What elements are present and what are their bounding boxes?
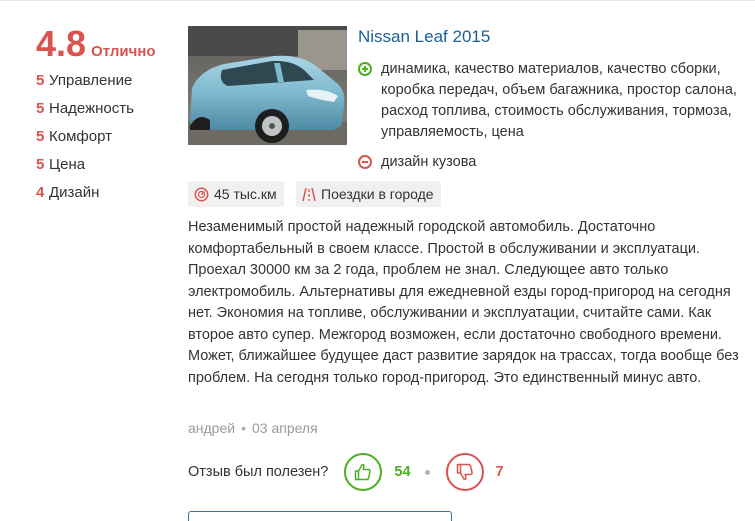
mileage-tag	[188, 181, 284, 207]
car-image	[188, 26, 347, 145]
helpful-voting	[188, 452, 504, 492]
like-count: 54	[394, 464, 411, 480]
vote-separator	[425, 470, 430, 475]
helpful-question: Отзыв был полезен?	[188, 464, 329, 480]
criterion-name: Управление	[49, 72, 133, 89]
criterion-reliability	[36, 100, 176, 118]
meta-separator: •	[241, 420, 246, 436]
pros-text: динамика, качество материалов, качество сборки, коробка передач, объем багажника, простор салона, расход топлива, стоимость обслуживания, тормоза, управляемость, цена	[381, 61, 737, 140]
review-meta	[188, 420, 318, 436]
review-date: 03 апреля	[252, 420, 318, 436]
review-author: андрей	[188, 420, 236, 436]
criterion-score: 4	[36, 184, 45, 201]
minus-circle-icon	[358, 155, 372, 169]
car-title-link[interactable]: Nissan Leaf 2015	[358, 27, 491, 46]
car-photo[interactable]	[188, 26, 347, 145]
rating-summary	[36, 23, 176, 202]
criterion-name: Комфорт	[49, 128, 112, 145]
criterion-design	[36, 184, 176, 202]
criterion-score: 5	[36, 156, 45, 173]
cons-text: дизайн кузова	[381, 154, 477, 170]
criterion-score: 5	[36, 100, 45, 117]
cons-section	[358, 152, 748, 173]
dislike-button[interactable]	[446, 453, 484, 491]
criterion-handling	[36, 72, 176, 90]
thumbs-up-icon	[353, 462, 373, 482]
usage-value: Поездки в городе	[321, 186, 434, 202]
dislike-count: 7	[495, 464, 504, 480]
thumbs-down-icon	[455, 462, 475, 482]
criterion-score: 5	[36, 72, 45, 89]
criterion-name: Дизайн	[49, 184, 100, 201]
overall-rating	[36, 23, 176, 64]
overall-score: 4.8	[36, 23, 87, 64]
top-divider	[0, 0, 755, 1]
usage-tag	[296, 181, 441, 207]
speedometer-icon	[194, 187, 209, 202]
next-button-edge[interactable]	[188, 511, 452, 521]
pros-section	[358, 59, 748, 143]
criterion-comfort	[36, 128, 176, 146]
review-text: Незаменимый простой надежный городской автомобиль. Достаточно комфортабельный в своем классе. Простой в обслуживании и эксплуатаци. Проехал 30000 км за 2 года, проблем не знал. Следующее авто только электромобиль. Альтернативы для ежедневной езды город-пригород на сегодня нет. Экономия на топливе, обслуживании и эксплуатации, считайте сами. Как второе авто супер. Межгород возможен, если достаточно свободного времени. Может, ближайшее будущее даст развитие зарядок на трассах, тогда вообще без проблем. На сегодня только город-пригород. Это единственный минус авто.	[188, 219, 739, 386]
road-icon	[302, 187, 316, 202]
overall-label: Отлично	[91, 43, 156, 60]
like-button[interactable]	[344, 453, 382, 491]
plus-circle-icon	[358, 62, 372, 76]
criterion-price	[36, 156, 176, 174]
criterion-name: Цена	[49, 156, 86, 173]
criterion-score: 5	[36, 128, 45, 145]
mileage-value: 45 тыс.км	[214, 186, 277, 202]
criterion-name: Надежность	[49, 100, 134, 117]
